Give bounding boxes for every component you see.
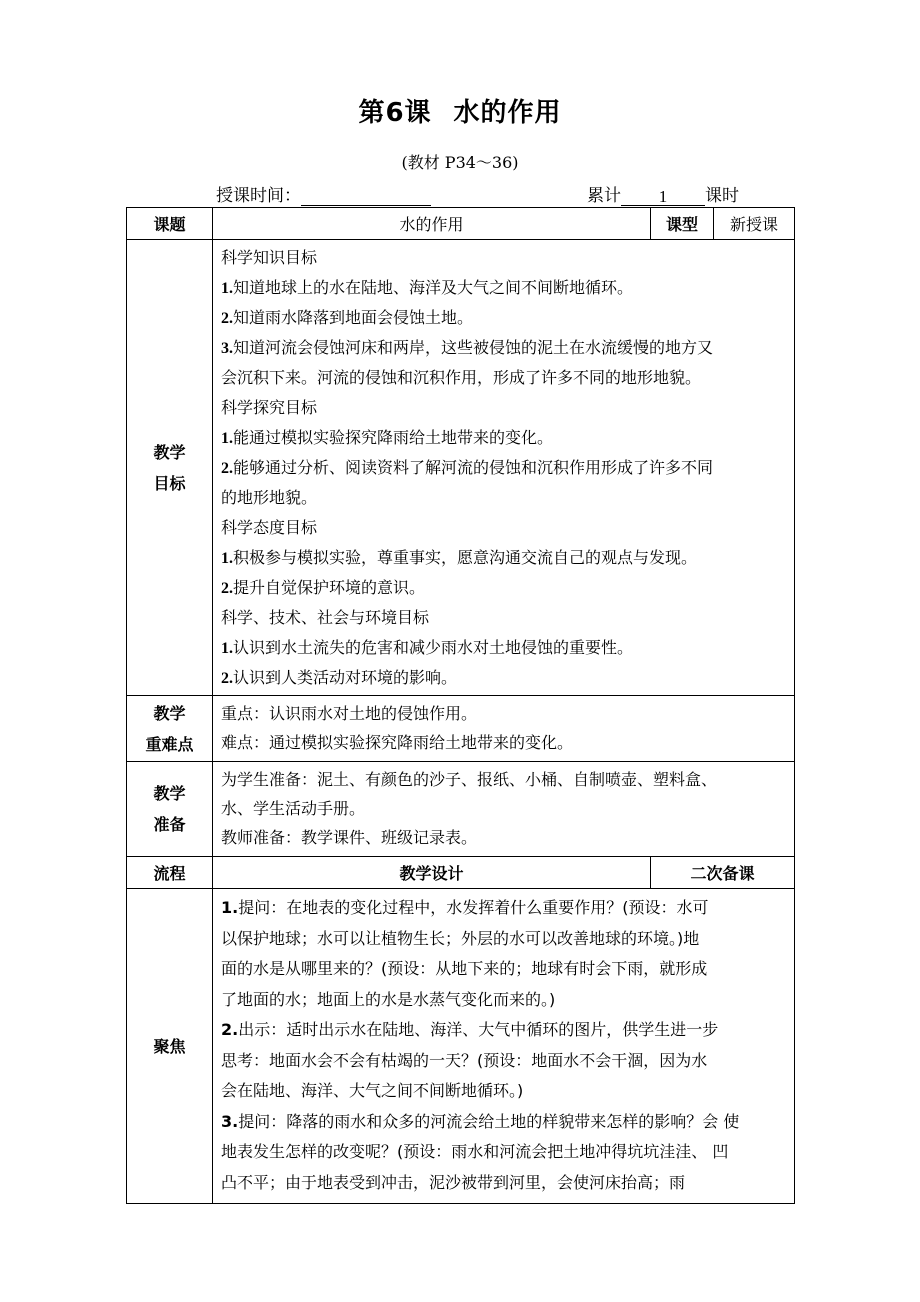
lesson-type-value: 新授课: [714, 208, 795, 240]
goals-content: [213, 240, 795, 696]
key-points-label: [127, 696, 213, 762]
goal-line: 2.能够通过分析、阅读资料了解河流的侵蚀和沉积作用形成了许多不同: [221, 458, 714, 477]
cumulative-label: 累计: [587, 186, 621, 206]
design-label: 教学设计: [213, 857, 651, 889]
goal-line: 会沉积下来。河流的侵蚀和沉积作用，形成了许多不同的地形地貌。: [221, 368, 702, 387]
key-points-row: [127, 696, 795, 762]
preparation-label-line1: 教学: [153, 784, 186, 803]
preparation-line: 教师准备：教学课件、班级记录表。: [221, 828, 478, 847]
lesson-plan-table: [126, 207, 795, 1204]
flow-header-row: [127, 857, 795, 889]
focus-label: 聚焦: [127, 889, 213, 1204]
goals-label-line1: 教学: [153, 442, 186, 462]
goal-line: 2.提升自觉保护环境的意识。: [221, 578, 426, 597]
secondary-prep-label: 二次备课: [651, 857, 795, 889]
focus-line: 会在陆地、海洋、大气之间不间断地循环。): [221, 1081, 524, 1100]
focus-line: 了地面的水；地面上的水是水蒸气变化而来的。): [221, 989, 556, 1009]
focus-line: 面的水是从哪里来的？(预设：从地下来的；地球有时会下雨，就形成: [221, 959, 708, 978]
topic-value: 水的作用: [213, 208, 651, 240]
goal-line: 的地形地貌。: [221, 488, 318, 507]
goal-line: 科学知识目标: [221, 248, 318, 267]
lesson-title: [0, 92, 920, 129]
preparation-line: 为学生准备：泥土、有颜色的沙子、报纸、小桶、自制喷壶、塑料盒、: [221, 770, 718, 789]
lesson-number: 第6课: [358, 98, 432, 128]
topic-row: [127, 208, 795, 240]
goal-line: 1.认识到水土流失的危害和减少雨水对土地侵蚀的重要性。: [221, 638, 634, 657]
focus-row: [127, 889, 795, 1204]
focus-line: 凸不平；由于地表受到冲击，泥沙被带到河里，会使河床抬高；雨: [221, 1172, 686, 1192]
textbook-pages: (教材 P34～36): [401, 153, 519, 172]
goal-line: 1.积极参与模拟实验，尊重事实，愿意沟通交流自己的观点与发现。: [221, 548, 698, 567]
focus-line: 1.提问：在地表的变化过程中，水发挥着什么重要作用？(预设：水可: [221, 898, 709, 917]
key-points-label-line2: 重难点: [145, 734, 194, 754]
cumulative-hours: [587, 181, 739, 206]
preparation-label: [127, 762, 213, 857]
focus-line: 以保护地球；水可以让植物生长；外层的水可以改善地球的环境。)地: [221, 928, 700, 948]
goal-line: 科学态度目标: [221, 518, 318, 537]
teaching-time: [216, 181, 431, 206]
key-point-line: 重点：认识雨水对土地的侵蚀作用。: [221, 704, 478, 723]
focus-line: 思考：地面水会不会有枯竭的一天？(预设：地面水不会干涸，因为水: [221, 1050, 708, 1070]
goal-line: 2.认识到人类活动对环境的影响。: [221, 668, 458, 687]
preparation-content: [213, 762, 795, 857]
goal-line: 2.知道雨水降落到地面会侵蚀土地。: [221, 308, 474, 327]
goals-row: [127, 240, 795, 696]
goal-line: 3.知道河流会侵蚀河床和两岸，这些被侵蚀的泥土在水流缓慢的地方又: [221, 338, 714, 357]
cumulative-value: 1: [621, 187, 705, 206]
goal-line: 1.知道地球上的水在陆地、海洋及大气之间不间断地循环。: [221, 278, 634, 297]
preparation-line: 水、学生活动手册。: [221, 799, 366, 818]
process-label: 流程: [127, 857, 213, 889]
goal-line: 科学、技术、社会与环境目标: [221, 608, 430, 627]
preparation-row: [127, 762, 795, 857]
preparation-label-line2: 准备: [153, 815, 186, 834]
teaching-time-label: 授课时间：: [216, 186, 301, 206]
cumulative-unit: 课时: [705, 186, 739, 206]
teaching-time-blank: [301, 187, 431, 206]
goals-label-line2: 目标: [153, 473, 186, 493]
key-points-content: [213, 696, 795, 762]
lesson-name: 水的作用: [453, 98, 562, 128]
key-points-label-line1: 教学: [153, 703, 186, 723]
focus-content: [213, 889, 795, 1204]
goal-line: 科学探究目标: [221, 398, 318, 417]
difficulty-line: 难点：通过模拟实验探究降雨给土地带来的变化。: [221, 733, 574, 752]
focus-line: 地表发生怎样的改变呢？(预设：雨水和河流会把土地冲得坑坑洼洼、 凹: [221, 1142, 729, 1161]
focus-line: 3.提问：降落的雨水和众多的河流会给土地的样貌带来怎样的影响？会 使: [221, 1111, 740, 1131]
focus-line: 2.出示：适时出示水在陆地、海洋、大气中循环的图片，供学生进一步: [221, 1020, 719, 1039]
goals-label: [127, 240, 213, 696]
topic-label: 课题: [127, 208, 213, 240]
goal-line: 1.能通过模拟实验探究降雨给土地带来的变化。: [221, 428, 554, 447]
lesson-type-label: 课型: [651, 208, 714, 240]
